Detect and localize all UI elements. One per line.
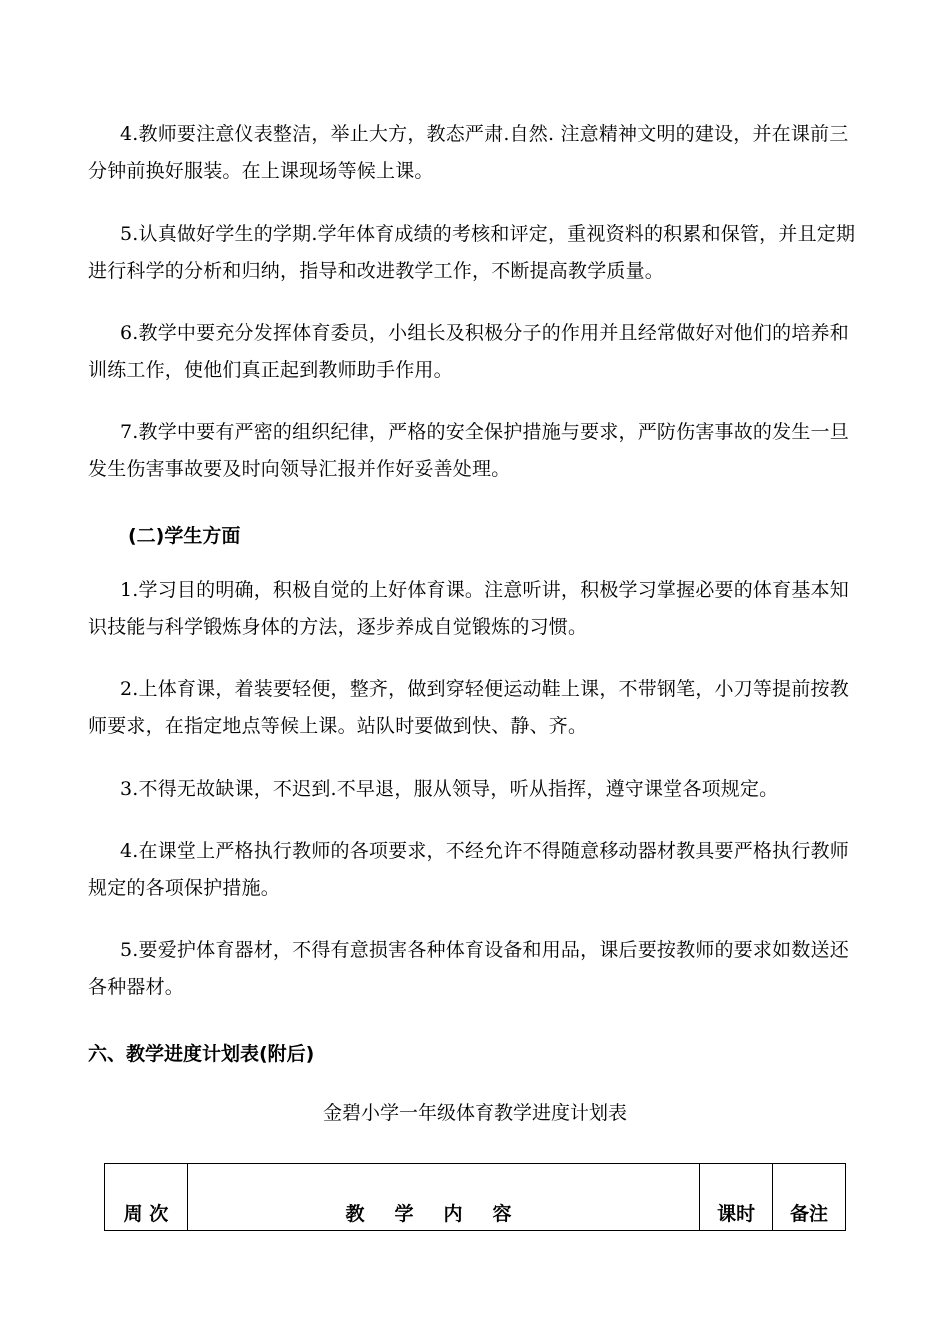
student-item-3: 3.不得无故缺课，不迟到.不早退，服从领导，听从指挥，遵守课堂各项规定。: [120, 778, 779, 800]
header-content: 教学内容: [187, 1164, 699, 1231]
header-notes: 备注: [773, 1164, 846, 1231]
progress-plan-table: [104, 1163, 846, 1231]
teacher-item-5: 5.认真做好学生的学期.学年体育成绩的考核和评定，重视资料的积累和保管，并且定期进行科学的分析和归纳，指导和改进教学工作，不断提高教学质量。: [88, 223, 856, 282]
teacher-item-4: 4.教师要注意仪表整洁，举止大方，教态严肃.自然. 注意精神文明的建设，并在课前三分钟前换好服装。在上课现场等候上课。: [88, 123, 849, 182]
teacher-item-7: 7.教学中要有严密的组织纪律，严格的安全保护措施与要求，严防伤害事故的发生一旦发生伤害事故要及时向领导汇报并作好妥善处理。: [88, 421, 849, 480]
student-item-2: 2.上体育课，着装要轻便，整齐，做到穿轻便运动鞋上课，不带钢笔，小刀等提前按教师要求，在指定地点等候上课。站队时要做到快、静、齐。: [88, 678, 849, 737]
student-item-5: 5.要爱护体育器材，不得有意损害各种体育设备和用品，课后要按教师的要求如数送还各种器材。: [88, 939, 849, 998]
teacher-item-6: 6.教学中要充分发挥体育委员，小组长及积极分子的作用并且经常做好对他们的培养和训练工作，使他们真正起到教师助手作用。: [88, 322, 849, 381]
section-six-heading: 六、教学进度计划表(附后): [88, 1043, 315, 1065]
header-hours: 课时: [700, 1164, 773, 1231]
table-header-row: [105, 1164, 846, 1231]
student-item-1: 1.学习目的明确，积极自觉的上好体育课。注意听讲，积极学习掌握必要的体育基本知识技能与科学锻炼身体的方法，逐步养成自觉锻炼的习惯。: [88, 579, 849, 638]
header-week: 周 次: [105, 1164, 188, 1231]
student-item-4: 4.在课堂上严格执行教师的各项要求，不经允许不得随意移动器材教具要严格执行教师规定的各项保护措施。: [88, 840, 849, 899]
table-title: 金碧小学一年级体育教学进度计划表: [322, 1102, 627, 1124]
students-heading: (二)学生方面: [128, 525, 241, 547]
